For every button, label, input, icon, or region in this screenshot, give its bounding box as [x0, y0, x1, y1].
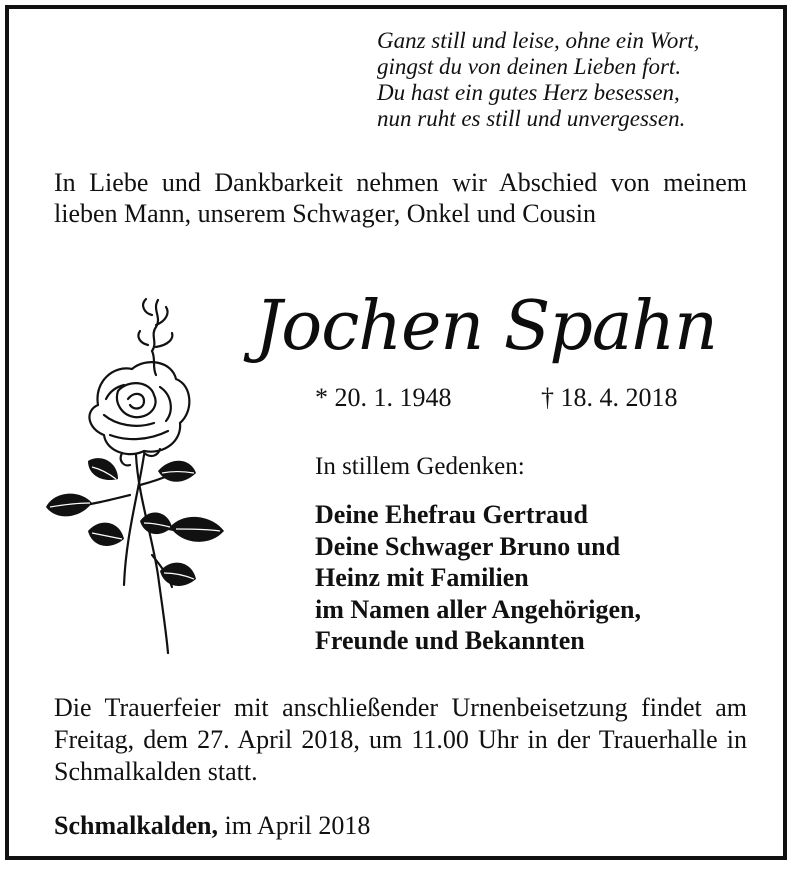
deceased-name: Jochen Spahn — [255, 287, 717, 366]
death-date: † 18. 4. 2018 — [541, 383, 678, 412]
service-text: Die Trauerfeier mit anschließender Urnenbeisetzung findet am Freitag, dem 27. April 2018, um 11.00 Uhr in der Trauerhalle in Schmalkalden statt. — [54, 693, 747, 786]
poem-line: Du hast ein gutes Herz besessen, — [377, 80, 680, 105]
signoff — [54, 811, 370, 841]
birth-date: * 20. 1. 1948 — [315, 383, 452, 412]
mourner-line: im Namen aller Angehörigen, — [315, 594, 641, 624]
mourners-heading: In stillem Gedenken: — [315, 453, 525, 480]
mourner-line: Freunde und Bekannten — [315, 626, 585, 655]
poem-line: nun ruht es still und unvergessen. — [377, 106, 686, 131]
mourners-list — [315, 499, 641, 657]
signoff-place: Schmalkalden, — [54, 811, 218, 840]
mourner-line: Deine Schwager Bruno und — [315, 531, 621, 561]
poem — [377, 28, 757, 132]
poem-line: gingst du von deinen Lieben fort. — [377, 54, 682, 79]
signoff-date: im April 2018 — [218, 811, 371, 840]
intro-text: In Liebe und Dankbarkeit nehmen wir Abschied von meinem lieben Mann, unserem Schwager, Onkel und Cousin — [54, 168, 747, 228]
rose-icon — [40, 295, 235, 660]
poem-line: Ganz still und leise, ohne ein Wort, — [377, 28, 700, 53]
mourner-line: Heinz mit Familien — [315, 563, 529, 592]
mourner-line: Deine Ehefrau Gertraud — [315, 500, 588, 529]
